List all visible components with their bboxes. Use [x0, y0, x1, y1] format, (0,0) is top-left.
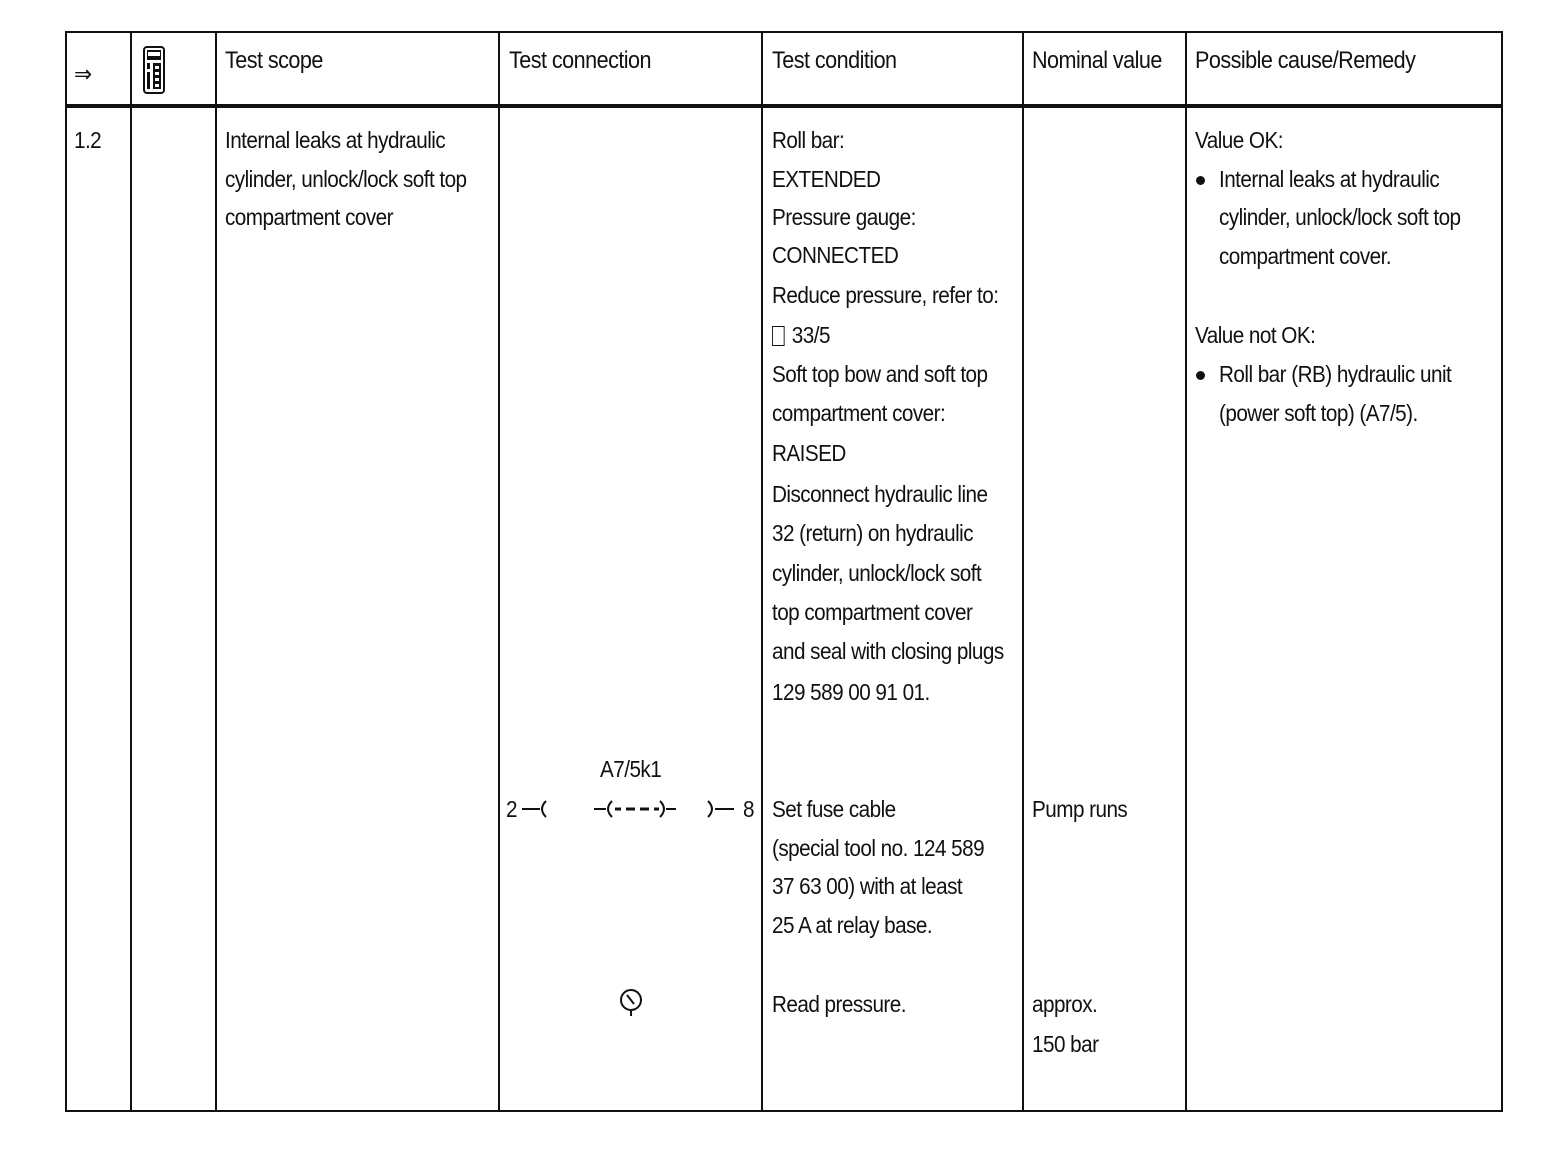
condition-line: top compartment cover [772, 599, 973, 625]
condition-line: compartment cover: [772, 400, 946, 426]
col-divider-6 [1185, 31, 1187, 1112]
condition-line: RAISED [772, 440, 846, 466]
right-pin-number: 8 [743, 796, 754, 822]
header-test-connection: Test connection [509, 47, 652, 74]
col-divider-2 [215, 31, 217, 1112]
fuse-condition-line: (special tool no. 124 589 [772, 835, 985, 861]
fuse-nominal-value: Pump runs [1032, 796, 1128, 822]
left-pin-number: 2 [506, 796, 517, 822]
condition-line: Soft top bow and soft top [772, 361, 988, 387]
col-divider-4 [761, 31, 763, 1112]
header-divider [65, 104, 1503, 108]
condition-line: 129 589 00 91 01. [772, 679, 930, 705]
condition-line: CONNECTED [772, 242, 899, 268]
col-divider-5 [1022, 31, 1024, 1112]
value-not-ok-line: Roll bar (RB) hydraulic unit [1219, 361, 1452, 387]
col-divider-1 [130, 31, 132, 1112]
condition-line: Disconnect hydraulic line [772, 481, 988, 507]
value-not-ok-line: (power soft top) (A7/5). [1219, 400, 1418, 426]
bullet-icon [1196, 176, 1205, 185]
row-number: 1.2 [74, 127, 102, 153]
read-nominal-line: approx. [1032, 991, 1098, 1017]
bullet-icon [1196, 371, 1205, 380]
col-divider-3 [498, 31, 500, 1112]
value-ok-line: Internal leaks at hydraulic [1219, 166, 1440, 192]
condition-line: Reduce pressure, refer to: [772, 282, 999, 308]
condition-reference [772, 316, 830, 355]
read-nominal-line: 150 bar [1032, 1031, 1099, 1057]
header-arrow: ⇒ [74, 61, 92, 88]
header-test-condition: Test condition [772, 47, 897, 74]
scope-line: compartment cover [225, 204, 393, 230]
value-ok-title: Value OK: [1195, 127, 1283, 153]
value-not-ok-title: Value not OK: [1195, 322, 1316, 348]
condition-line: cylinder, unlock/lock soft [772, 560, 982, 586]
document-reference-icon [772, 326, 785, 346]
header-nominal-value: Nominal value [1032, 47, 1162, 74]
read-condition: Read pressure. [772, 991, 906, 1017]
header-possible-cause: Possible cause/Remedy [1195, 47, 1416, 74]
fuse-condition-line: 37 63 00) with at least [772, 873, 963, 899]
condition-line: 32 (return) on hydraulic [772, 520, 974, 546]
value-ok-line: compartment cover. [1219, 243, 1392, 269]
header-test-scope: Test scope [225, 47, 323, 74]
pressure-gauge-icon [619, 986, 643, 1018]
relay-connection-diagram [518, 796, 744, 822]
condition-line: EXTENDED [772, 166, 881, 192]
condition-line: Pressure gauge: [772, 204, 916, 230]
tester-device-icon [143, 46, 165, 94]
condition-line: Roll bar: [772, 127, 845, 153]
condition-line: and seal with closing plugs [772, 638, 1004, 664]
fuse-condition-line: 25 A at relay base. [772, 912, 933, 938]
scope-line: Internal leaks at hydraulic [225, 127, 446, 153]
fuse-condition-line: Set fuse cable [772, 796, 896, 822]
condition-line: 33/5 [791, 322, 830, 348]
relay-label: A7/5k1 [600, 756, 662, 782]
scope-line: cylinder, unlock/lock soft top [225, 166, 467, 192]
value-ok-line: cylinder, unlock/lock soft top [1219, 204, 1461, 230]
